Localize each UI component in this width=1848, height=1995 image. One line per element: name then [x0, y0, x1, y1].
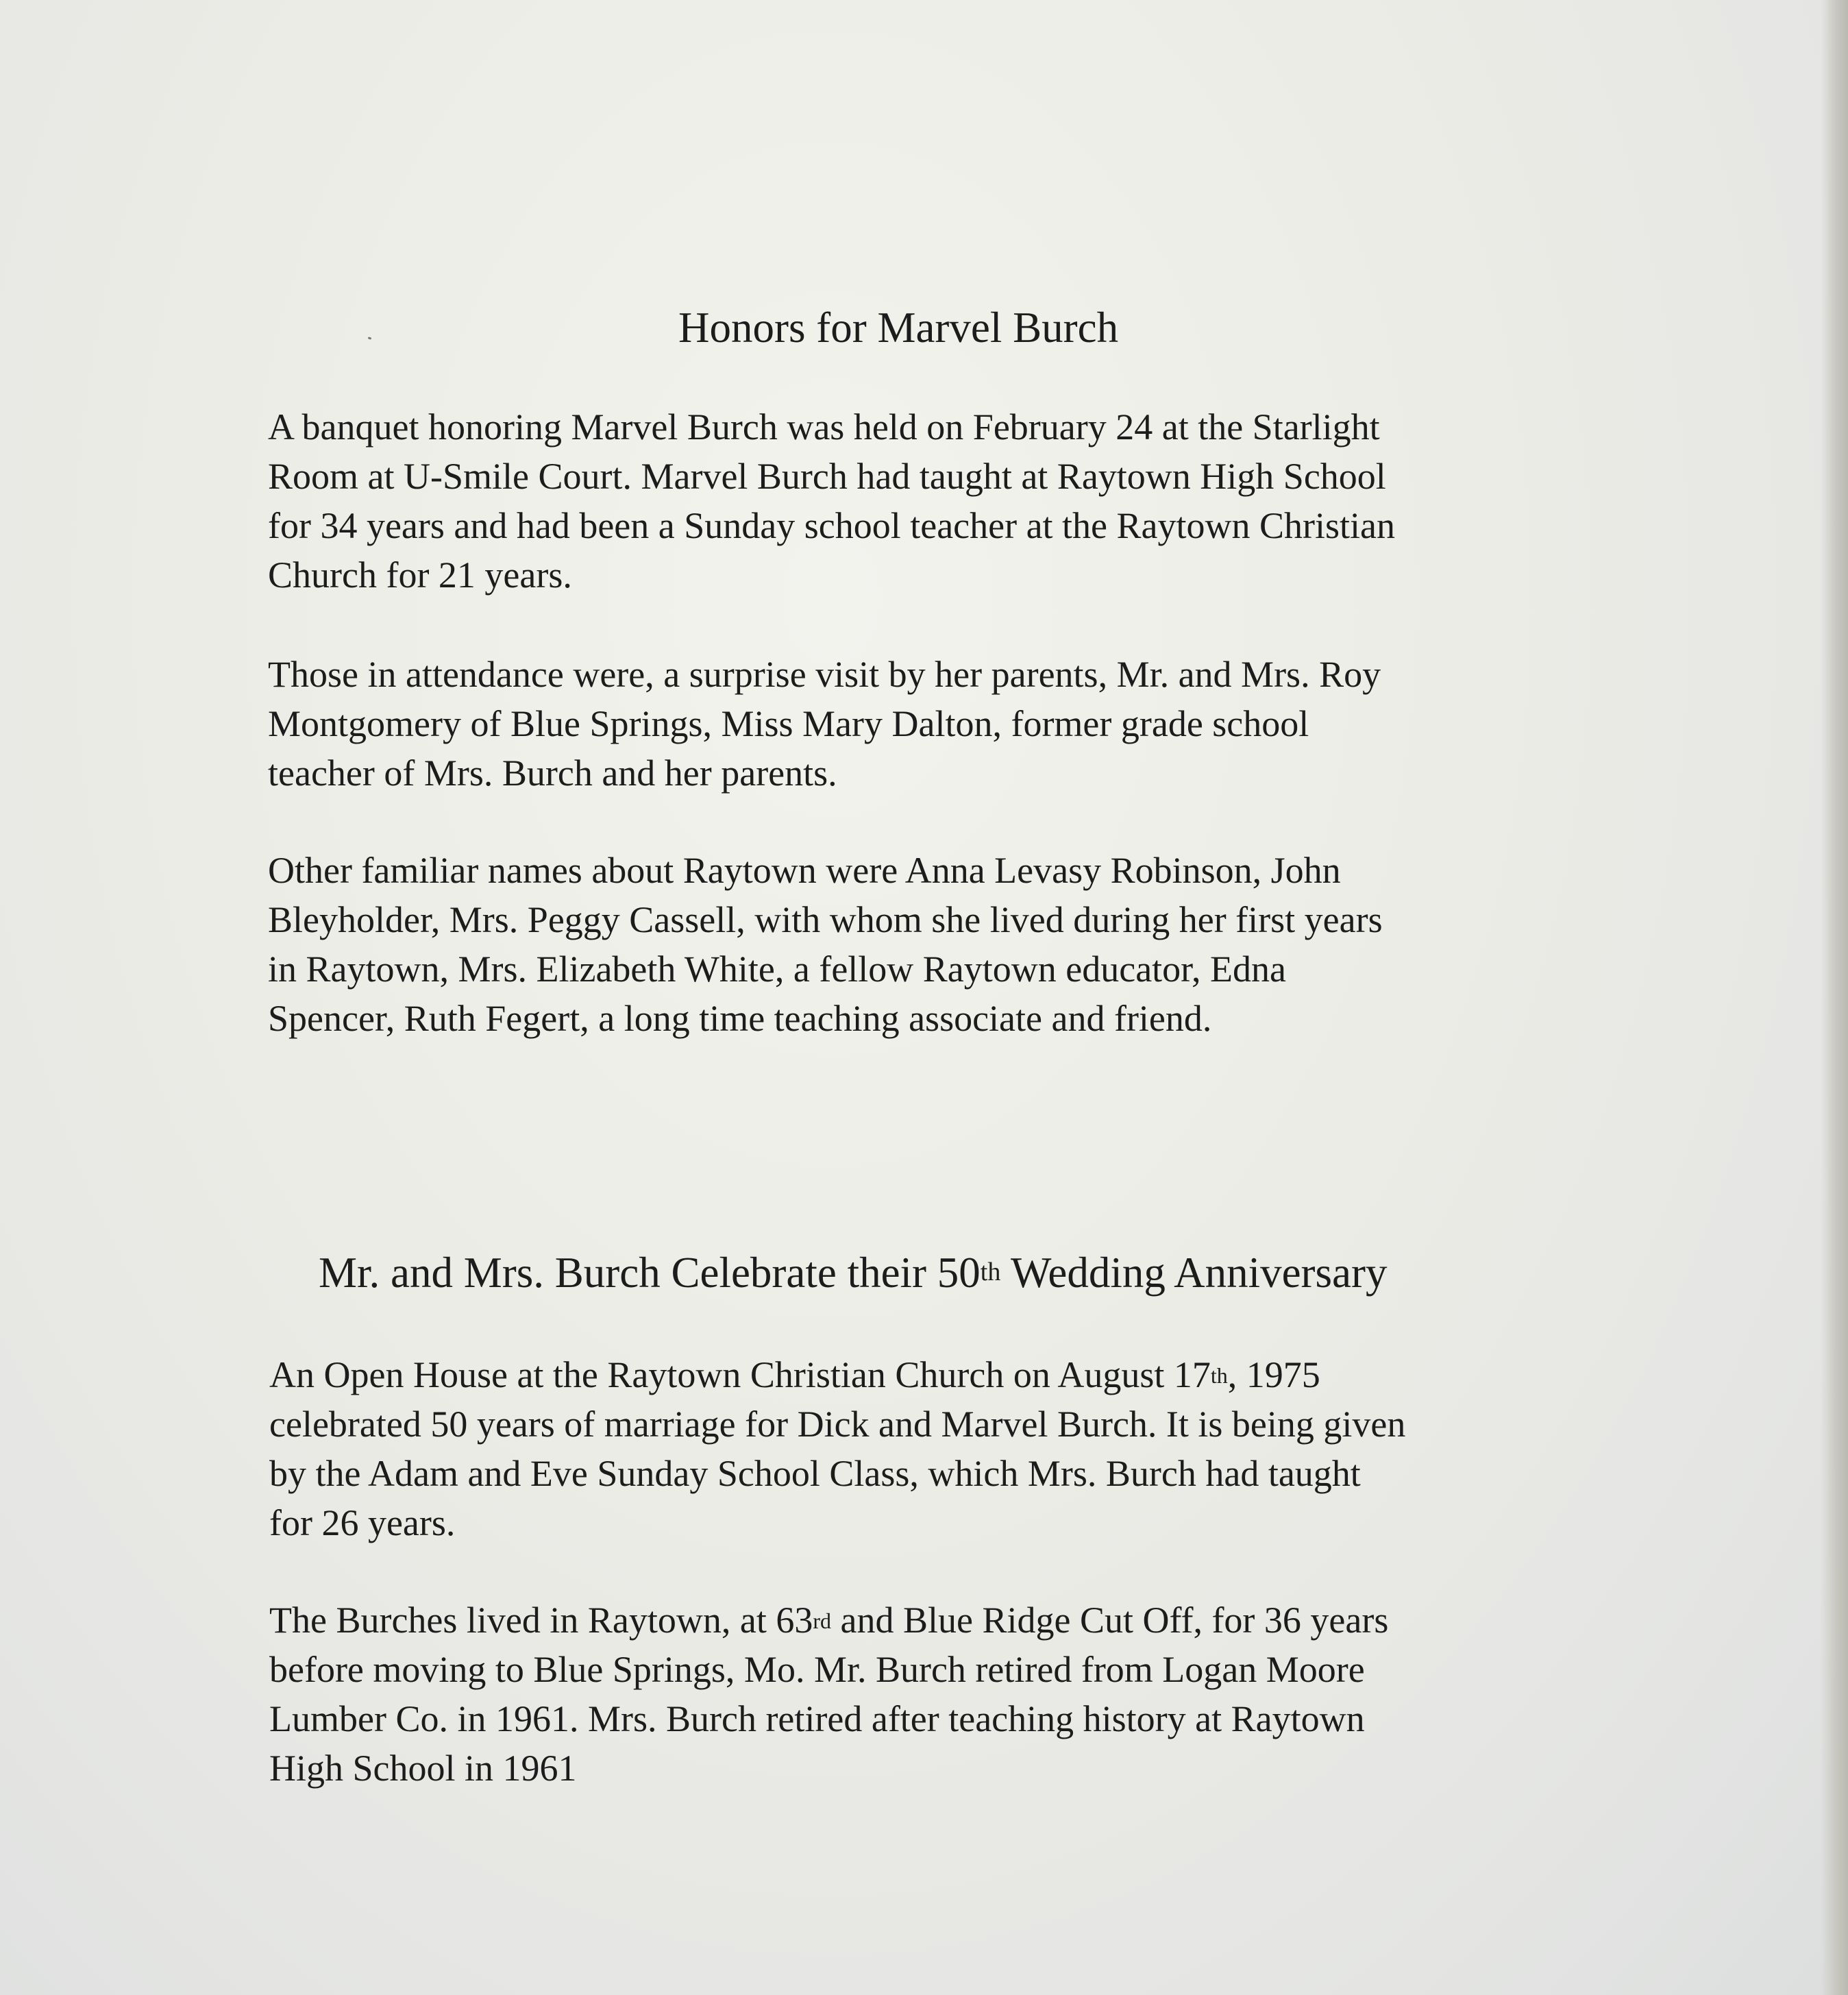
paragraph-line: for 26 years. [269, 1502, 456, 1543]
paragraph-line [269, 1595, 1388, 1645]
page-edge-shadow [1821, 0, 1848, 1995]
section2-paragraph-2 [269, 1595, 1388, 1793]
paper-speck [368, 336, 372, 340]
paragraph-line: Church for 21 years. [268, 554, 572, 596]
paragraph-line: in Raytown, Mrs. Elizabeth White, a fellow Raytown educator, Edna [268, 948, 1286, 990]
line-text-end: , 1975 [1227, 1354, 1320, 1395]
paragraph-line: Spencer, Ruth Fegert, a long time teaching associate and friend. [268, 998, 1212, 1039]
ordinal-suffix: th [1210, 1363, 1228, 1388]
paragraph-line: for 34 years and had been a Sunday school teacher at the Raytown Christian [268, 505, 1395, 546]
paragraph-line: celebrated 50 years of marriage for Dick and Marvel Burch. It is being given [269, 1404, 1406, 1445]
line-text-end: and Blue Ridge Cut Off, for 36 years [831, 1600, 1389, 1641]
ordinal-suffix: th [980, 1258, 1001, 1286]
paragraph-line: Room at U-Smile Court. Marvel Burch had taught at Raytown High School [268, 456, 1386, 497]
paragraph-line: Those in attendance were, a surprise visit by her parents, Mr. and Mrs. Roy [268, 654, 1381, 695]
paragraph-line: A banquet honoring Marvel Burch was held on February 24 at the Starlight [268, 406, 1380, 448]
paragraph-line: Montgomery of Blue Springs, Miss Mary Dalton, former grade school [268, 703, 1309, 744]
section1-paragraph-3 [268, 846, 1383, 1043]
section1-title: Honors for Marvel Burch [678, 304, 1119, 352]
paragraph-line: Lumber Co. in 1961. Mrs. Burch retired after teaching history at Raytown [269, 1698, 1365, 1739]
paragraph-line [269, 1350, 1405, 1399]
section2-title [319, 1251, 1388, 1295]
line-text: An Open House at the Raytown Christian Church on August 17 [269, 1354, 1211, 1395]
ordinal-suffix: rd [813, 1608, 831, 1633]
section2-title-text-end: Wedding Anniversary [1000, 1249, 1388, 1297]
paragraph-line: High School in 1961 [269, 1748, 577, 1789]
section1-paragraph-1 [268, 402, 1395, 600]
paragraph-line: Other familiar names about Raytown were Anna Levasy Robinson, John [268, 850, 1341, 891]
paragraph-line: before moving to Blue Springs, Mo. Mr. Burch retired from Logan Moore [269, 1649, 1365, 1690]
section2-paragraph-1 [269, 1350, 1405, 1547]
paragraph-line: Bleyholder, Mrs. Peggy Cassell, with whom she lived during her first years [268, 899, 1383, 940]
section2-title-text: Mr. and Mrs. Burch Celebrate their 50 [319, 1249, 981, 1297]
paragraph-line: by the Adam and Eve Sunday School Class, which Mrs. Burch had taught [269, 1453, 1361, 1494]
line-text: The Burches lived in Raytown, at 63 [269, 1600, 813, 1641]
paragraph-line: teacher of Mrs. Burch and her parents. [268, 752, 837, 794]
section1-paragraph-2 [268, 650, 1381, 798]
